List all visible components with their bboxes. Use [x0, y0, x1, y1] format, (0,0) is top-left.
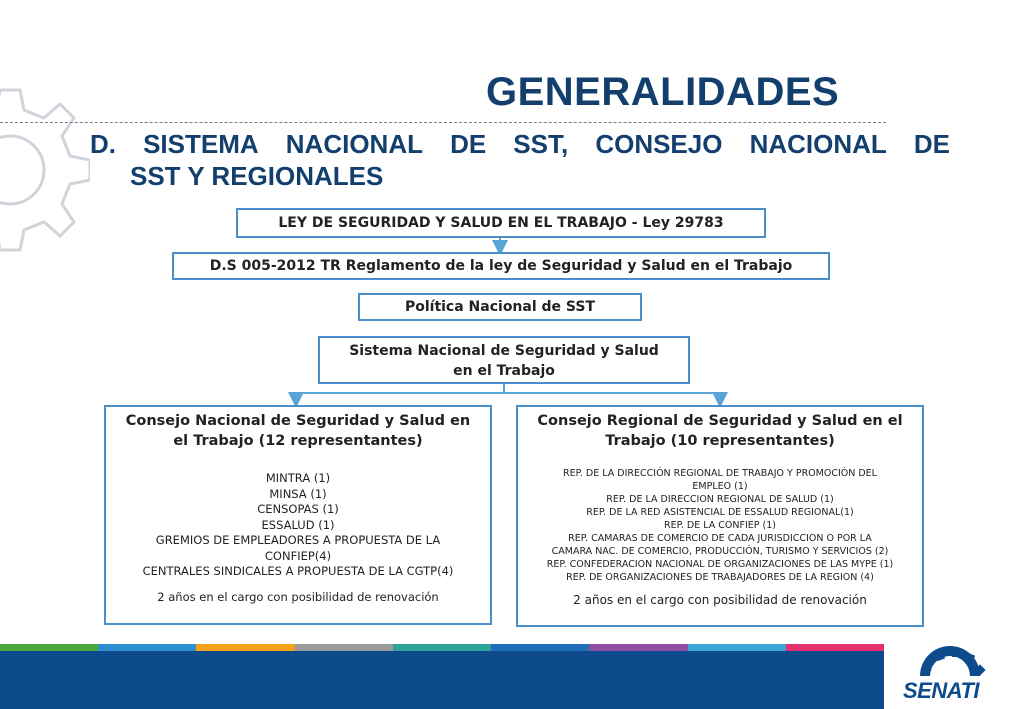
- regional-council-title: [518, 411, 922, 451]
- subtitle-word: NACIONAL: [285, 129, 423, 159]
- national-council-box: [104, 405, 492, 625]
- subtitle-line-2: SST Y REGIONALES: [130, 161, 384, 191]
- national-system-box: [318, 336, 690, 384]
- list-item: CONFIEP(4): [264, 548, 332, 563]
- regional-title-line-1: Consejo Regional de Seguridad y Salud en el: [537, 413, 903, 429]
- national-council-title: [106, 411, 490, 451]
- stripe-segment: [786, 644, 884, 651]
- subtitle-word: D.: [90, 129, 116, 159]
- system-label-line-2: en el Trabajo: [453, 363, 555, 379]
- stripe-segment: [98, 644, 196, 651]
- stripe-segment: [295, 644, 393, 651]
- list-item: MINSA (1): [269, 486, 327, 501]
- law-box: LEY DE SEGURIDAD Y SALUD EN EL TRABAJO - Ley 29783: [236, 208, 766, 238]
- subtitle-line-1: [90, 128, 950, 160]
- regional-term-note: 2 años en el cargo con posibilidad de renovación: [573, 593, 867, 607]
- list-item: REP. DE LA RED ASISTENCIAL DE ESSALUD REGIONAL(1): [586, 507, 854, 518]
- regional-council-box: [516, 405, 924, 627]
- arrow-to-regional-council: [504, 393, 720, 400]
- gear-outline-icon: [0, 70, 90, 270]
- stripe-segment: [688, 644, 786, 651]
- policy-box: Política Nacional de SST: [358, 293, 642, 321]
- list-item: MINTRA (1): [265, 471, 331, 485]
- regional-title-line-2: Trabajo (10 representantes): [605, 433, 835, 449]
- subtitle-word: DE: [913, 129, 950, 159]
- subtitle-word: SST,: [513, 129, 569, 159]
- subtitle-word: DE: [450, 129, 487, 159]
- list-item: EMPLEO (1): [692, 481, 748, 492]
- list-item: REP. DE LA DIRECCIÓN REGIONAL DE TRABAJO Y PROMOCIÓN DEL: [563, 468, 877, 479]
- stripe-segment: [589, 644, 687, 651]
- regional-members-list: [518, 467, 922, 584]
- national-members-list: [106, 471, 490, 580]
- list-item: REP. CONFEDERACION NACIONAL DE ORGANIZACIONES DE LAS MYPE (1): [546, 559, 894, 570]
- arrow-to-national-council: [296, 393, 504, 400]
- system-label-line-1: Sistema Nacional de Seguridad y Salud: [349, 343, 659, 359]
- list-item: REP. DE ORGANIZACIONES DE TRABAJADORES DE LA REGION (4): [566, 572, 874, 583]
- stripe-segment: [393, 644, 491, 651]
- national-title-line-1: Consejo Nacional de Seguridad y Salud en: [125, 413, 471, 429]
- list-item: ESSALUD (1): [261, 517, 335, 532]
- footer-color-stripes: [0, 644, 884, 651]
- national-title-line-2: el Trabajo (12 representantes): [173, 433, 423, 449]
- national-term-note: 2 años en el cargo con posibilidad de renovación: [157, 589, 439, 604]
- stripe-segment: [0, 644, 98, 651]
- list-item: CAMARA NAC. DE COMERCIO, PRODUCCIÓN, TURISMO Y SERVICIOS (2): [551, 546, 889, 557]
- section-subtitle: [90, 128, 950, 192]
- page-title: GENERALIDADES: [486, 70, 840, 114]
- senati-logo-text: SENATI: [903, 678, 980, 703]
- stripe-segment: [491, 644, 589, 651]
- list-item: REP. CAMARAS DE COMERCIO DE CADA JURISDICCION O POR LA: [568, 533, 872, 544]
- list-item: REP. DE LA CONFIEP (1): [664, 520, 776, 531]
- list-item: REP. DE LA DIRECCION REGIONAL DE SALUD (1): [606, 494, 834, 505]
- footer-bar: [0, 651, 884, 709]
- stripe-segment: [196, 644, 294, 651]
- list-item: CENTRALES SINDICALES A PROPUESTA DE LA CGTP(4): [142, 564, 454, 578]
- subtitle-word: NACIONAL: [749, 129, 887, 159]
- regulation-box: D.S 005-2012 TR Reglamento de la ley de Seguridad y Salud en el Trabajo: [172, 252, 830, 280]
- subtitle-word: CONSEJO: [595, 129, 723, 159]
- list-item: GREMIOS DE EMPLEADORES A PROPUESTA DE LA: [155, 533, 441, 547]
- title-divider: [0, 122, 886, 123]
- subtitle-word: SISTEMA: [143, 129, 259, 159]
- list-item: CENSOPAS (1): [257, 502, 339, 516]
